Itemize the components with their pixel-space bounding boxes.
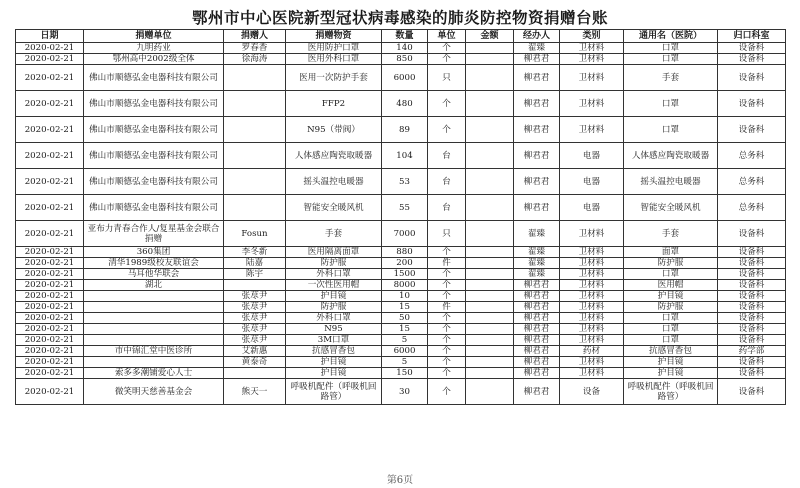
donor-org-cell: 清华1989级校友联谊会 bbox=[84, 258, 224, 269]
table-header-row bbox=[16, 30, 786, 43]
handler-cell: 翟臻 bbox=[514, 247, 560, 258]
handler-cell: 柳君君 bbox=[514, 195, 560, 221]
donor-org-cell bbox=[84, 291, 224, 302]
date-cell: 2020-02-21 bbox=[16, 221, 84, 247]
unit-cell: 个 bbox=[428, 379, 466, 405]
generic-name-cell: 口罩 bbox=[624, 313, 718, 324]
item-cell: 外科口罩 bbox=[286, 313, 382, 324]
department-cell: 设备科 bbox=[718, 291, 786, 302]
donor-person-cell bbox=[224, 195, 286, 221]
category-cell: 卫材料 bbox=[560, 280, 624, 291]
date-cell: 2020-02-21 bbox=[16, 269, 84, 280]
department-cell: 设备科 bbox=[718, 43, 786, 54]
table-row bbox=[16, 117, 786, 143]
handler-cell: 柳君君 bbox=[514, 346, 560, 357]
amount-cell bbox=[466, 195, 514, 221]
donor-person-cell bbox=[224, 65, 286, 91]
generic-name-cell: 人体感应陶瓷取暖器 bbox=[624, 143, 718, 169]
item-cell: 医用外科口罩 bbox=[286, 54, 382, 65]
donor-person-cell: 徐海涛 bbox=[224, 54, 286, 65]
donor-person-cell: 熊天一 bbox=[224, 379, 286, 405]
donor-person-cell bbox=[224, 368, 286, 379]
handler-cell: 翟臻 bbox=[514, 258, 560, 269]
category-cell: 卫材料 bbox=[560, 258, 624, 269]
date-cell: 2020-02-21 bbox=[16, 280, 84, 291]
quantity-cell: 140 bbox=[382, 43, 428, 54]
donor-org-cell: 市中锦汇堂中医诊所 bbox=[84, 346, 224, 357]
donor-org-cell: 鄂州高中2002级全体 bbox=[84, 54, 224, 65]
department-cell: 总务科 bbox=[718, 195, 786, 221]
item-cell: 医用隔离面罩 bbox=[286, 247, 382, 258]
category-cell: 卫材料 bbox=[560, 43, 624, 54]
quantity-cell: 104 bbox=[382, 143, 428, 169]
donor-org-cell: 亚布力青春合作人/复星基金会联合捐赠 bbox=[84, 221, 224, 247]
category-cell: 卫材料 bbox=[560, 291, 624, 302]
generic-name-cell: 呼吸机配件（呼吸机回路管） bbox=[624, 379, 718, 405]
donation-ledger-table bbox=[15, 29, 786, 405]
item-cell: 手套 bbox=[286, 221, 382, 247]
amount-cell bbox=[466, 368, 514, 379]
table-row bbox=[16, 291, 786, 302]
item-cell: 医用防护口罩 bbox=[286, 43, 382, 54]
department-cell: 设备科 bbox=[718, 221, 786, 247]
donor-org-cell bbox=[84, 324, 224, 335]
generic-name-cell: 口罩 bbox=[624, 324, 718, 335]
col-donor-person-header: 捐赠人 bbox=[224, 30, 286, 43]
table-row bbox=[16, 91, 786, 117]
handler-cell: 翟臻 bbox=[514, 269, 560, 280]
date-cell: 2020-02-21 bbox=[16, 346, 84, 357]
generic-name-cell: 口罩 bbox=[624, 54, 718, 65]
department-cell: 设备科 bbox=[718, 357, 786, 368]
col-date-header: 日期 bbox=[16, 30, 84, 43]
unit-cell: 个 bbox=[428, 357, 466, 368]
generic-name-cell: 手套 bbox=[624, 65, 718, 91]
donor-person-cell: 陆嘉 bbox=[224, 258, 286, 269]
donor-org-cell: 佛山市顺德弘金电器科技有限公司 bbox=[84, 143, 224, 169]
amount-cell bbox=[466, 91, 514, 117]
quantity-cell: 15 bbox=[382, 302, 428, 313]
category-cell: 卫材料 bbox=[560, 65, 624, 91]
generic-name-cell: 口罩 bbox=[624, 43, 718, 54]
handler-cell: 翟臻 bbox=[514, 43, 560, 54]
handler-cell: 柳君君 bbox=[514, 280, 560, 291]
item-cell: N95（带阀） bbox=[286, 117, 382, 143]
handler-cell: 翟臻 bbox=[514, 221, 560, 247]
department-cell: 设备科 bbox=[718, 280, 786, 291]
department-cell: 总务科 bbox=[718, 143, 786, 169]
category-cell: 卫材料 bbox=[560, 91, 624, 117]
col-amount-header: 金额 bbox=[466, 30, 514, 43]
item-cell: 防护服 bbox=[286, 302, 382, 313]
unit-cell: 个 bbox=[428, 247, 466, 258]
date-cell: 2020-02-21 bbox=[16, 91, 84, 117]
donor-person-cell: 李冬新 bbox=[224, 247, 286, 258]
amount-cell bbox=[466, 313, 514, 324]
donor-org-cell bbox=[84, 335, 224, 346]
unit-cell: 件 bbox=[428, 258, 466, 269]
item-cell: 摇头温控电暖器 bbox=[286, 169, 382, 195]
amount-cell bbox=[466, 247, 514, 258]
item-cell: 外科口罩 bbox=[286, 269, 382, 280]
handler-cell: 柳君君 bbox=[514, 335, 560, 346]
item-cell: FFP2 bbox=[286, 91, 382, 117]
donor-org-cell: 佛山市顺德弘金电器科技有限公司 bbox=[84, 65, 224, 91]
donor-person-cell bbox=[224, 280, 286, 291]
amount-cell bbox=[466, 258, 514, 269]
unit-cell: 台 bbox=[428, 169, 466, 195]
category-cell: 卫材料 bbox=[560, 324, 624, 335]
department-cell: 设备科 bbox=[718, 335, 786, 346]
department-cell: 设备科 bbox=[718, 258, 786, 269]
quantity-cell: 880 bbox=[382, 247, 428, 258]
quantity-cell: 5 bbox=[382, 335, 428, 346]
handler-cell: 柳君君 bbox=[514, 357, 560, 368]
col-item-header: 捐赠物资 bbox=[286, 30, 382, 43]
handler-cell: 柳君君 bbox=[514, 143, 560, 169]
date-cell: 2020-02-21 bbox=[16, 258, 84, 269]
department-cell: 设备科 bbox=[718, 269, 786, 280]
table-row bbox=[16, 302, 786, 313]
donor-person-cell bbox=[224, 143, 286, 169]
donor-person-cell: 陈宇 bbox=[224, 269, 286, 280]
department-cell: 设备科 bbox=[718, 379, 786, 405]
donor-org-cell: 360集团 bbox=[84, 247, 224, 258]
donor-person-cell bbox=[224, 169, 286, 195]
department-cell: 设备科 bbox=[718, 324, 786, 335]
item-cell: 3M口罩 bbox=[286, 335, 382, 346]
table-row bbox=[16, 379, 786, 405]
handler-cell: 柳君君 bbox=[514, 54, 560, 65]
generic-name-cell: 口罩 bbox=[624, 335, 718, 346]
date-cell: 2020-02-21 bbox=[16, 117, 84, 143]
unit-cell: 只 bbox=[428, 221, 466, 247]
quantity-cell: 53 bbox=[382, 169, 428, 195]
item-cell: 医用一次防护手套 bbox=[286, 65, 382, 91]
donor-org-cell: 湖北 bbox=[84, 280, 224, 291]
category-cell: 卫材料 bbox=[560, 368, 624, 379]
handler-cell: 柳君君 bbox=[514, 117, 560, 143]
quantity-cell: 850 bbox=[382, 54, 428, 65]
department-cell: 设备科 bbox=[718, 368, 786, 379]
table-row bbox=[16, 346, 786, 357]
date-cell: 2020-02-21 bbox=[16, 313, 84, 324]
donor-person-cell: 罗春香 bbox=[224, 43, 286, 54]
department-cell: 设备科 bbox=[718, 91, 786, 117]
donor-person-cell: 张荩尹 bbox=[224, 313, 286, 324]
amount-cell bbox=[466, 302, 514, 313]
donor-org-cell: 佛山市顺德弘金电器科技有限公司 bbox=[84, 117, 224, 143]
quantity-cell: 1500 bbox=[382, 269, 428, 280]
col-department-header: 归口科室 bbox=[718, 30, 786, 43]
department-cell: 设备科 bbox=[718, 65, 786, 91]
department-cell: 总务科 bbox=[718, 169, 786, 195]
department-cell: 药学部 bbox=[718, 346, 786, 357]
item-cell: 人体感应陶瓷取暖器 bbox=[286, 143, 382, 169]
category-cell: 卫材料 bbox=[560, 247, 624, 258]
date-cell: 2020-02-21 bbox=[16, 324, 84, 335]
category-cell: 卫材料 bbox=[560, 302, 624, 313]
date-cell: 2020-02-21 bbox=[16, 195, 84, 221]
category-cell: 卫材料 bbox=[560, 221, 624, 247]
generic-name-cell: 摇头温控电暖器 bbox=[624, 169, 718, 195]
table-body bbox=[16, 43, 786, 405]
handler-cell: 柳君君 bbox=[514, 169, 560, 195]
unit-cell: 个 bbox=[428, 368, 466, 379]
amount-cell bbox=[466, 346, 514, 357]
category-cell: 卫材料 bbox=[560, 117, 624, 143]
unit-cell: 只 bbox=[428, 65, 466, 91]
unit-cell: 个 bbox=[428, 91, 466, 117]
category-cell: 设备 bbox=[560, 379, 624, 405]
unit-cell: 个 bbox=[428, 291, 466, 302]
table-row bbox=[16, 269, 786, 280]
table-row bbox=[16, 221, 786, 247]
date-cell: 2020-02-21 bbox=[16, 43, 84, 54]
item-cell: 护目镜 bbox=[286, 357, 382, 368]
amount-cell bbox=[466, 43, 514, 54]
col-donor-org-header: 捐赠单位 bbox=[84, 30, 224, 43]
donor-org-cell: 索多多潮铺爱心人士 bbox=[84, 368, 224, 379]
amount-cell bbox=[466, 65, 514, 91]
department-cell: 设备科 bbox=[718, 313, 786, 324]
donor-person-cell bbox=[224, 117, 286, 143]
amount-cell bbox=[466, 280, 514, 291]
handler-cell: 柳君君 bbox=[514, 324, 560, 335]
table-row bbox=[16, 280, 786, 291]
date-cell: 2020-02-21 bbox=[16, 335, 84, 346]
unit-cell: 个 bbox=[428, 117, 466, 143]
quantity-cell: 200 bbox=[382, 258, 428, 269]
unit-cell: 台 bbox=[428, 143, 466, 169]
date-cell: 2020-02-21 bbox=[16, 302, 84, 313]
table-row bbox=[16, 368, 786, 379]
amount-cell bbox=[466, 379, 514, 405]
date-cell: 2020-02-21 bbox=[16, 368, 84, 379]
date-cell: 2020-02-21 bbox=[16, 247, 84, 258]
amount-cell bbox=[466, 169, 514, 195]
donor-person-cell: 张荩尹 bbox=[224, 302, 286, 313]
table-row bbox=[16, 169, 786, 195]
table-row bbox=[16, 43, 786, 54]
item-cell: 护目镜 bbox=[286, 368, 382, 379]
handler-cell: 柳君君 bbox=[514, 379, 560, 405]
donor-org-cell: 佛山市顺德弘金电器科技有限公司 bbox=[84, 169, 224, 195]
donor-person-cell: 张荩尹 bbox=[224, 335, 286, 346]
quantity-cell: 5 bbox=[382, 357, 428, 368]
category-cell: 卫材料 bbox=[560, 357, 624, 368]
unit-cell: 个 bbox=[428, 269, 466, 280]
handler-cell: 柳君君 bbox=[514, 65, 560, 91]
item-cell: 防护服 bbox=[286, 258, 382, 269]
quantity-cell: 150 bbox=[382, 368, 428, 379]
donor-person-cell: 张荩尹 bbox=[224, 291, 286, 302]
generic-name-cell: 医用帽 bbox=[624, 280, 718, 291]
amount-cell bbox=[466, 143, 514, 169]
generic-name-cell: 防护服 bbox=[624, 302, 718, 313]
generic-name-cell: 防护服 bbox=[624, 258, 718, 269]
quantity-cell: 6000 bbox=[382, 65, 428, 91]
generic-name-cell: 手套 bbox=[624, 221, 718, 247]
generic-name-cell: 面罩 bbox=[624, 247, 718, 258]
date-cell: 2020-02-21 bbox=[16, 143, 84, 169]
amount-cell bbox=[466, 335, 514, 346]
unit-cell: 个 bbox=[428, 324, 466, 335]
date-cell: 2020-02-21 bbox=[16, 169, 84, 195]
quantity-cell: 30 bbox=[382, 379, 428, 405]
quantity-cell: 89 bbox=[382, 117, 428, 143]
category-cell: 药材 bbox=[560, 346, 624, 357]
department-cell: 设备科 bbox=[718, 247, 786, 258]
unit-cell: 件 bbox=[428, 302, 466, 313]
department-cell: 设备科 bbox=[718, 117, 786, 143]
item-cell: 智能安全暖风机 bbox=[286, 195, 382, 221]
amount-cell bbox=[466, 324, 514, 335]
category-cell: 电器 bbox=[560, 143, 624, 169]
table-row bbox=[16, 54, 786, 65]
table-row bbox=[16, 247, 786, 258]
donor-org-cell: 九明药业 bbox=[84, 43, 224, 54]
category-cell: 卫材料 bbox=[560, 54, 624, 65]
department-cell: 设备科 bbox=[718, 54, 786, 65]
quantity-cell: 55 bbox=[382, 195, 428, 221]
donor-person-cell: 张荩尹 bbox=[224, 324, 286, 335]
generic-name-cell: 智能安全暖风机 bbox=[624, 195, 718, 221]
handler-cell: 柳君君 bbox=[514, 313, 560, 324]
table-row bbox=[16, 313, 786, 324]
generic-name-cell: 抗感冒香包 bbox=[624, 346, 718, 357]
unit-cell: 个 bbox=[428, 335, 466, 346]
handler-cell: 柳君君 bbox=[514, 302, 560, 313]
amount-cell bbox=[466, 357, 514, 368]
donor-person-cell: 黄泰奇 bbox=[224, 357, 286, 368]
unit-cell: 个 bbox=[428, 43, 466, 54]
category-cell: 卫材料 bbox=[560, 335, 624, 346]
item-cell: 呼吸机配件（呼吸机回路管） bbox=[286, 379, 382, 405]
category-cell: 电器 bbox=[560, 195, 624, 221]
category-cell: 电器 bbox=[560, 169, 624, 195]
table-row bbox=[16, 65, 786, 91]
donor-org-cell: 佛山市顺德弘金电器科技有限公司 bbox=[84, 195, 224, 221]
date-cell: 2020-02-21 bbox=[16, 357, 84, 368]
unit-cell: 个 bbox=[428, 313, 466, 324]
quantity-cell: 480 bbox=[382, 91, 428, 117]
donor-org-cell bbox=[84, 302, 224, 313]
amount-cell bbox=[466, 291, 514, 302]
table-row bbox=[16, 324, 786, 335]
date-cell: 2020-02-21 bbox=[16, 379, 84, 405]
donor-person-cell bbox=[224, 91, 286, 117]
donor-person-cell: 艾新惠 bbox=[224, 346, 286, 357]
donor-org-cell bbox=[84, 313, 224, 324]
amount-cell bbox=[466, 221, 514, 247]
handler-cell: 柳君君 bbox=[514, 291, 560, 302]
item-cell: 抗感冒香包 bbox=[286, 346, 382, 357]
handler-cell: 柳君君 bbox=[514, 368, 560, 379]
table-row bbox=[16, 258, 786, 269]
unit-cell: 个 bbox=[428, 280, 466, 291]
document-title: 鄂州市中心医院新型冠状病毒感染的肺炎防控物资捐赠台账 bbox=[191, 8, 608, 27]
amount-cell bbox=[466, 269, 514, 280]
generic-name-cell: 护目镜 bbox=[624, 357, 718, 368]
generic-name-cell: 护目镜 bbox=[624, 368, 718, 379]
donor-org-cell: 佛山市顺德弘金电器科技有限公司 bbox=[84, 91, 224, 117]
date-cell: 2020-02-21 bbox=[16, 291, 84, 302]
unit-cell: 个 bbox=[428, 346, 466, 357]
generic-name-cell: 口罩 bbox=[624, 117, 718, 143]
page-number: 第6页 bbox=[386, 475, 414, 486]
generic-name-cell: 口罩 bbox=[624, 91, 718, 117]
quantity-cell: 6000 bbox=[382, 346, 428, 357]
quantity-cell: 7000 bbox=[382, 221, 428, 247]
table-row bbox=[16, 335, 786, 346]
quantity-cell: 10 bbox=[382, 291, 428, 302]
donor-org-cell bbox=[84, 357, 224, 368]
quantity-cell: 15 bbox=[382, 324, 428, 335]
item-cell: 护目镜 bbox=[286, 291, 382, 302]
amount-cell bbox=[466, 117, 514, 143]
date-cell: 2020-02-21 bbox=[16, 54, 84, 65]
col-quantity-header: 数量 bbox=[382, 30, 428, 43]
date-cell: 2020-02-21 bbox=[16, 65, 84, 91]
col-generic-name-header: 通用名（医院） bbox=[624, 30, 718, 43]
col-category-header: 类别 bbox=[560, 30, 624, 43]
table-row bbox=[16, 357, 786, 368]
col-unit-header: 单位 bbox=[428, 30, 466, 43]
category-cell: 卫材料 bbox=[560, 269, 624, 280]
unit-cell: 个 bbox=[428, 54, 466, 65]
category-cell: 卫材料 bbox=[560, 313, 624, 324]
quantity-cell: 8000 bbox=[382, 280, 428, 291]
donor-person-cell: Fosun bbox=[224, 221, 286, 247]
amount-cell bbox=[466, 54, 514, 65]
generic-name-cell: 护目镜 bbox=[624, 291, 718, 302]
col-handler-header: 经办人 bbox=[514, 30, 560, 43]
donor-org-cell: 微笑明天慈善基金会 bbox=[84, 379, 224, 405]
table-row bbox=[16, 195, 786, 221]
handler-cell: 柳君君 bbox=[514, 91, 560, 117]
item-cell: N95 bbox=[286, 324, 382, 335]
department-cell: 设备科 bbox=[718, 302, 786, 313]
donor-org-cell: 马耳他华联会 bbox=[84, 269, 224, 280]
item-cell: 一次性医用帽 bbox=[286, 280, 382, 291]
quantity-cell: 50 bbox=[382, 313, 428, 324]
table-row bbox=[16, 143, 786, 169]
generic-name-cell: 口罩 bbox=[624, 269, 718, 280]
unit-cell: 台 bbox=[428, 195, 466, 221]
